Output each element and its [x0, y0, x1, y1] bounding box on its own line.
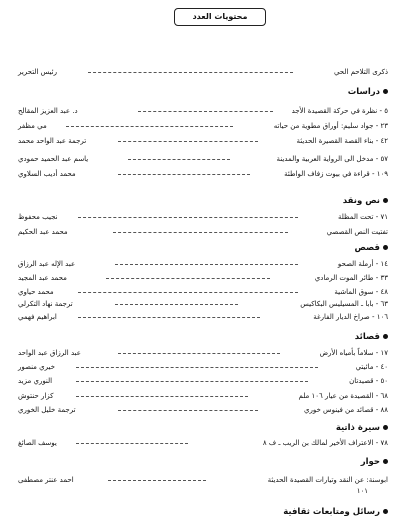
- leader-line: [118, 174, 250, 175]
- bullet-icon: [383, 459, 388, 464]
- entry-author: محمد عبد المجيد: [18, 274, 67, 282]
- toc-entry: [18, 404, 388, 416]
- toc-entry: [18, 298, 388, 310]
- section-heading: [18, 456, 388, 468]
- leader-line: [138, 111, 273, 112]
- entry-author: ترجمة عبد الواحد محمد: [18, 137, 87, 145]
- entry-title: ٤٠ - مائيتي: [355, 363, 388, 371]
- toc-entry: [18, 437, 388, 449]
- leader-line: [106, 278, 270, 279]
- section-title: قصائد: [355, 331, 388, 343]
- bullet-icon: [383, 89, 388, 94]
- entry-author: محمد حياوي: [18, 288, 54, 296]
- leader-line: [88, 72, 293, 73]
- entry-title: ٦٨ - القصيدة من عيار ١٠٦ ملم: [298, 392, 388, 400]
- toc-entry: [18, 105, 388, 117]
- leader-line: [118, 141, 258, 142]
- section-heading: [18, 506, 388, 518]
- entry-author: محمد أديب السلاوي: [18, 170, 76, 178]
- toc-entry: [18, 226, 388, 238]
- entry-author: احمد عنتر مصطفى: [18, 476, 74, 484]
- entry-title: ٣٣ - طائر الموت الرمادي: [314, 274, 388, 282]
- entry-title: تفتيت النص القصصي: [326, 228, 388, 236]
- entry-title: ٤٨ - سوق الماشية: [334, 288, 388, 296]
- entry-author: ترجمة خليل الخوري: [18, 406, 76, 414]
- entry-title: ٨٨ - قصائد من فينوس خوري: [304, 406, 388, 414]
- entry-title: ٥٠ - قصيدتان: [349, 377, 388, 385]
- entry-title: ٢٣ - جواد سليم: أوراق مطوية من حياته: [273, 122, 388, 130]
- entry-title: ٤٢ - بناء القصة القصيرة الحديثة: [296, 137, 388, 145]
- toc-entry: [18, 153, 388, 165]
- toc-entry: [18, 375, 388, 387]
- toc-list: [18, 0, 388, 532]
- section-title: رسائل ومتابعات ثقافية: [283, 506, 388, 518]
- toc-entry: [18, 311, 388, 323]
- toc-entry: [18, 211, 388, 223]
- leader-line: [118, 410, 258, 411]
- entry-author: عبد الإله عبد الرزاق: [18, 260, 76, 268]
- entry-title: ٧١ - تحت المظلة: [337, 213, 388, 221]
- entry-title: ١٤ - أرملة الصحو: [337, 260, 388, 268]
- leader-line: [66, 126, 233, 127]
- bullet-icon: [383, 198, 388, 203]
- entry-author: النوري مزيد: [18, 377, 53, 385]
- entry-author: ابراهيم فهمي: [18, 313, 57, 321]
- section-title: دراسات: [348, 86, 388, 98]
- section-heading: [18, 86, 388, 98]
- section-title: سيرة ذاتية: [336, 422, 388, 434]
- leader-line: [115, 264, 298, 265]
- section-title: نص ونقد: [343, 195, 388, 207]
- entry-author: رئيس التحرير: [18, 68, 57, 76]
- entry-author: عبد الرزاق عبد الواحد: [18, 349, 81, 357]
- entry-title: ٥٧ - مدخل الى الرواية العربية والمدينة: [276, 155, 388, 163]
- entry-author: ياسم عبد الحميد حمودي: [18, 155, 89, 163]
- entry-title: ١٠٦ - صراخ الديار الفارغة: [313, 313, 388, 321]
- bullet-icon: [383, 245, 388, 250]
- bullet-icon: [383, 425, 388, 430]
- leader-line: [108, 480, 206, 481]
- leader-line: [115, 304, 238, 305]
- toc-entry: [18, 286, 388, 298]
- entry-title: ابوسنة: عن النقد وتيارات القصيدة الحديثة: [267, 476, 388, 484]
- section-title: حوار: [361, 456, 388, 468]
- entry-author: د. عبد العزيز المقالح: [18, 107, 78, 115]
- leader-line: [76, 381, 308, 382]
- leader-line: [78, 317, 260, 318]
- entry-title: ٦٣ - بابا ـ المسيليس البكاكيس: [300, 300, 388, 308]
- entry-author: نجيب محفوظ: [18, 213, 58, 221]
- entry-title: ٧٨ - الاعتراف الأخير لمالك بن الريب ـ ف ٨: [262, 439, 388, 447]
- leader-line: [78, 217, 298, 218]
- bullet-icon: [383, 509, 388, 514]
- toc-entry: [18, 168, 388, 180]
- toc-entry: [18, 485, 388, 497]
- leader-line: [113, 232, 288, 233]
- entry-title: ١٧ - سلاماً بأمياه الأرض: [319, 349, 388, 357]
- leader-line: [118, 353, 280, 354]
- toc-entry: [18, 390, 388, 402]
- section-title: قصص: [354, 242, 388, 254]
- entry-author: يوسف الصائغ: [18, 439, 57, 447]
- section-heading: [18, 242, 388, 254]
- section-heading: [18, 195, 388, 207]
- entry-title: ١٠٩ - قراءة في بيوت زفاف الواطئة: [284, 170, 388, 178]
- entry-title: ١٠١: [356, 487, 368, 495]
- leader-line: [78, 292, 298, 293]
- entry-author: محمد عبد الحكيم: [18, 228, 68, 236]
- toc-entry: [18, 135, 388, 147]
- toc-entry: [18, 272, 388, 284]
- section-heading: [18, 422, 388, 434]
- bullet-icon: [383, 334, 388, 339]
- toc-entry: [18, 120, 388, 132]
- toc-entry: [18, 361, 388, 373]
- entry-title: ٥ - نظرة في حركة القصيدة الأجد: [291, 107, 388, 115]
- leader-line: [128, 159, 230, 160]
- entry-author: ترجمة نهاد التكرلي: [18, 300, 73, 308]
- entry-author: كزار حنتوش: [18, 392, 54, 400]
- entry-title: ذكرى التلاحم الحي: [333, 68, 388, 76]
- page-title: محتويات العدد: [174, 8, 266, 26]
- entry-author: خيري منصور: [18, 363, 55, 371]
- toc-entry: [18, 347, 388, 359]
- toc-entry: [18, 66, 388, 78]
- leader-line: [76, 443, 188, 444]
- leader-line: [76, 367, 318, 368]
- toc-entry: [18, 258, 388, 270]
- section-heading: [18, 331, 388, 343]
- leader-line: [76, 396, 248, 397]
- entry-author: مي مظفر: [18, 122, 47, 130]
